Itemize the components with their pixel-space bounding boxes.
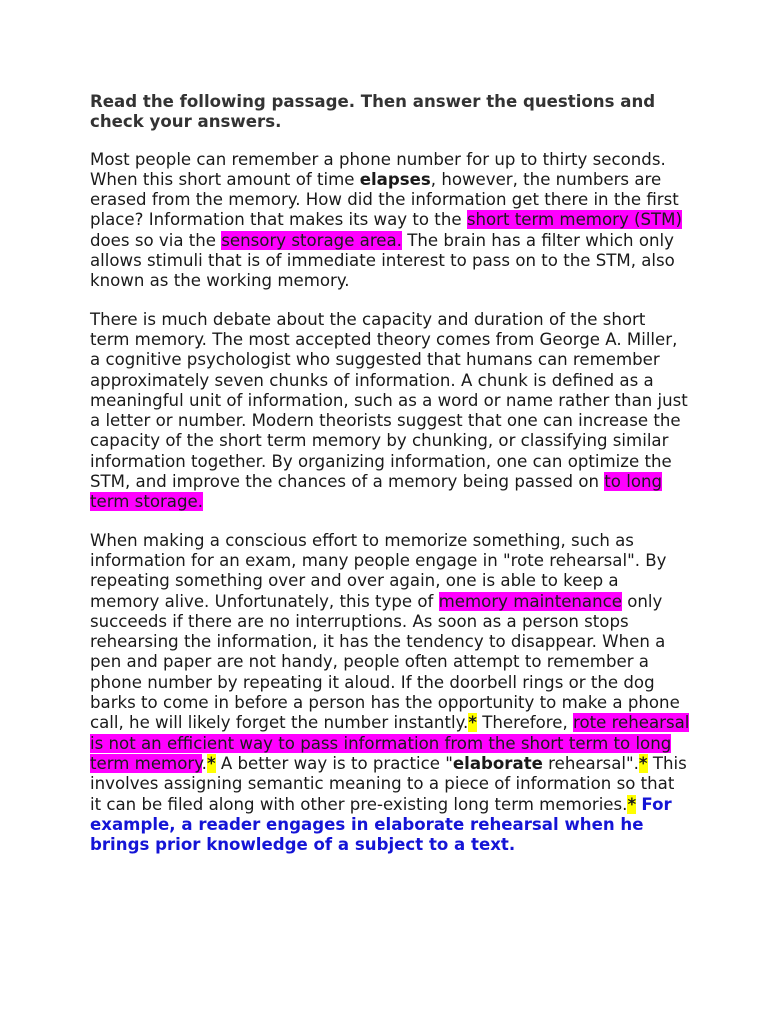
highlight-short-term-memory: short term memory (STM) bbox=[466, 210, 682, 230]
asterisk-marker: * bbox=[638, 753, 648, 773]
asterisk-marker: * bbox=[206, 753, 216, 773]
bold-term-elaborate: elaborate bbox=[452, 753, 543, 773]
text-run: When making a conscious effort to memorize something, such as information for an exam, many people engage in "rote rehearsal". By repeating something over and over again, one is able to keep a memory alive. Unfortunately, this type of bbox=[90, 530, 667, 611]
text-run: , however, the numbers are erased from the memory. How did the information get there in the first place? Information that makes its way to the bbox=[90, 169, 679, 230]
text-run: Most people can remember a phone number for up to thirty seconds. When this short amount of time bbox=[90, 149, 666, 189]
text-run: rehearsal". bbox=[542, 753, 639, 773]
paragraph-3 bbox=[90, 531, 690, 856]
highlight-rote-rehearsal: rote rehearsal is not an efficient way to pass information from the short term to long term memory bbox=[90, 713, 690, 773]
text-run: A better way is to practice " bbox=[215, 753, 453, 773]
asterisk-marker: * bbox=[627, 794, 637, 814]
highlight-memory-maintenance: memory maintenance bbox=[438, 591, 622, 611]
text-run: . bbox=[201, 753, 207, 773]
text-run: Therefore, bbox=[476, 713, 573, 733]
text-run: only succeeds if there are no interruptions. As soon as a person stops rehearsing the information, it has the tendency to disappear. When a pen and paper are not handy, people often attempt to remember a phone number by repeating it aloud. If the doorbell rings or the dog barks to come in before a person has the opportunity to make a phone call, he will likely forget the number instantly. bbox=[90, 591, 680, 733]
asterisk-marker: * bbox=[468, 713, 477, 733]
example-sentence: For example, a reader engages in elaborate rehearsal when he brings prior knowledge of a subject to a text. bbox=[90, 794, 672, 855]
text-run: does so via the bbox=[90, 230, 222, 250]
paragraph-2 bbox=[90, 310, 690, 513]
text-run: This involves assigning semantic meaning to a piece of information so that it can be filed along with other pre-existing long term memories. bbox=[90, 753, 687, 814]
instruction-heading: Read the following passage. Then answer the questions and check your answers. bbox=[90, 92, 656, 132]
text-run: There is much debate about the capacity and duration of the short term memory. The most accepted theory comes from George A. Miller, a cognitive psychologist who suggested that humans can remember approximately seven chunks of information. A chunk is defined as a meaningful unit of information, such as a word or name rather than just a letter or number. Modern theorists suggest that one can increase the capacity of the short term memory by chunking, or classifying similar information together. By organizing information, one can optimize the STM, and improve the chances of a memory being passed on bbox=[90, 309, 688, 492]
bold-term-elapses: elapses bbox=[359, 169, 431, 189]
document-page bbox=[90, 92, 690, 873]
highlight-sensory-storage: sensory storage area. bbox=[221, 230, 402, 250]
text-run: The brain has a filter which only allows stimuli that is of immediate interest to pass on to the STM, also known as the working memory. bbox=[90, 230, 675, 291]
highlight-long-term-storage: to long term storage. bbox=[90, 472, 663, 512]
paragraph-1 bbox=[90, 150, 690, 292]
